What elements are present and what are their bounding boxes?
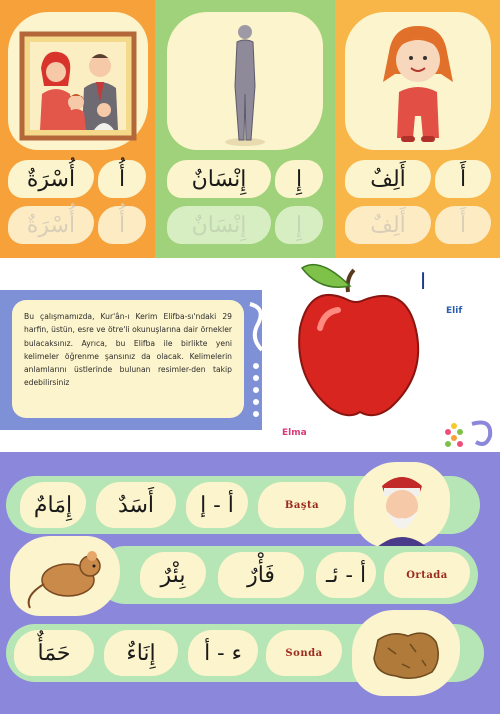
standing-man-illustration (167, 12, 323, 150)
letter-hamza-damma-outline: أُ (98, 206, 146, 244)
alif-column (335, 0, 500, 258)
word-well: بِئْرٌ (140, 552, 206, 598)
family-picture-card (8, 12, 148, 150)
word-alif-outline: أَلِفٌ (345, 206, 431, 244)
word-human-outline: إِنْسَانٌ (167, 206, 271, 244)
word-human-solid: إِنْسَانٌ (167, 160, 271, 198)
word-vessel: إِنَاءٌ (104, 630, 178, 676)
mud-card (352, 610, 460, 696)
dots-decoration (244, 298, 272, 434)
word-imam: إِمَامٌ (20, 482, 86, 528)
girl-illustration (345, 12, 491, 150)
alif-picture-card (345, 12, 491, 150)
elif-caption: Elif (446, 306, 463, 316)
old-man-card (354, 462, 450, 548)
mouse-illustration (10, 536, 120, 616)
forms-middle: أ - ئـ (316, 552, 376, 598)
forms-start: أ - إ (186, 482, 248, 528)
letter-hamza-fatha-outline: أَ (435, 206, 491, 244)
forms-end: ء - أ (188, 630, 258, 676)
elma-caption: Elma (282, 428, 307, 438)
word-alif-solid: أَلِفٌ (345, 160, 431, 198)
word-mud: حَمَأٌ (14, 630, 94, 676)
info-card (12, 300, 244, 418)
apple-illustration (290, 258, 440, 438)
family-portrait-illustration (8, 12, 148, 150)
word-lion: أَسَدٌ (96, 482, 176, 528)
letter-hamza-kasra-solid: إِ (275, 160, 323, 198)
human-column (155, 0, 335, 258)
examples-area (0, 452, 500, 714)
label-start: Başta (258, 482, 346, 528)
label-end: Sonda (266, 630, 342, 676)
old-man-illustration (354, 462, 450, 548)
human-picture-card (167, 12, 323, 150)
label-middle: Ortada (384, 552, 470, 598)
mud-clump-illustration (352, 610, 460, 696)
alif-letter-mark: ا (420, 270, 427, 295)
word-mouse: فَأْرٌ (218, 552, 304, 598)
word-family-outline: أُسْرَةٌ (8, 206, 94, 244)
flower-decoration (438, 414, 498, 452)
letter-hamza-fatha-solid: أَ (435, 160, 491, 198)
word-family-solid: أُسْرَةٌ (8, 160, 94, 198)
mouse-card (10, 536, 120, 616)
family-column (0, 0, 155, 258)
letter-hamza-damma-solid: أُ (98, 160, 146, 198)
letter-hamza-kasra-outline: إِ (275, 206, 323, 244)
intro-paragraph: Bu çalışmamızda, Kur'ân-ı Kerim Elifba-sı'ndaki 29 harfin, üstün, esre ve ötre'li okunuşlarına dair örnekler bulacaksınız. Ayrıca, bu Elifba ile birlikte yeni kelimeler öğrenme şansınız da olacak. Kelimelerin anlamlarını üstlerinde bulunan resimler-den takip edebilirsiniz (24, 312, 232, 388)
